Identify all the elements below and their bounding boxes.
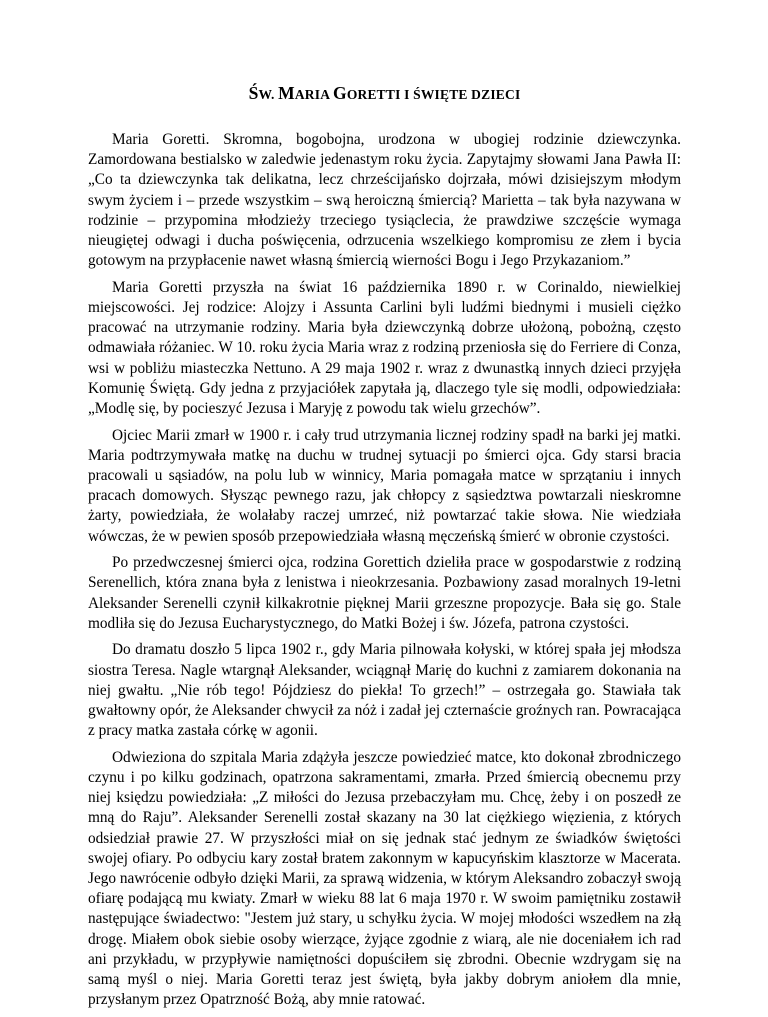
document-page — [88, 83, 681, 1017]
paragraph-attack: Do dramatu doszło 5 lipca 1902 r., gdy Maria pilnowała kołyski, w której spała jej młodsza siostra Teresa. Nagle wtargnął Aleksander, wciągnął Marię do kuchni z zamiarem dokonania na niej gwałtu. „Nie rób tego! Pójdziesz do piekła! To grzech!” – ostrzegała go. Stawiała tak gwałtowny opór, że Aleksander chwycił za nóż i zadał jej czternaście groźnych ran. Powracająca z pracy matka zastała córkę w agonii. — [88, 641, 681, 740]
title-part: ARIA — [294, 87, 333, 102]
document-title — [88, 83, 681, 104]
title-part: W. — [258, 87, 279, 102]
paragraph-intro: Maria Goretti. Skromna, bogobojna, urodzona w ubogiej rodzinie dziewczynka. Zamordowana bestialsko w zaledwie jedenastym roku życia. Zapytajmy słowami Jana Pawła II: „Co ta dziewczynka tak delikatna, lecz chrześcijańsko dojrzała, mówi dzisiejszym młodym swym życiem i – przede wszystkim – swą heroiczną śmiercią? Marietta – tak była nazywana w rodzinie – przypomina młodzieży trzeciego tysiąclecia, że prawdziwe szczęście wymaga nieugiętej odwagi i ducha poświęcenia, odrzucenia wszelkiego kompromisu ze złem i bycia gotowym na przypłacenie nawet własną śmiercią wierności Bogu i Jego Przykazaniom.” — [88, 131, 681, 270]
paragraph-serenelli: Po przedwczesnej śmierci ojca, rodzina Gorettich dzieliła prace w gospodarstwie z rodziną Serenellich, która znana była z lenistwa i nieokrzesania. Pozbawiony zasad moralnych 19-letni Aleksander Serenelli czynił kilkakrotnie pięknej Marii grzeszne propozycje. Bała się go. Stale modliła się do Jezusa Eucharystycznego, do Matki Bożej i św. Józefa, patrona czystości. — [88, 554, 681, 632]
title-part: Ś — [248, 83, 259, 103]
title-part: G — [333, 83, 347, 103]
title-part: M — [278, 83, 295, 103]
paragraph-birth: Maria Goretti przyszła na świat 16 października 1890 r. w Corinaldo, niewielkiej miejscowości. Jej rodzice: Alojzy i Assunta Carlini byli ludźmi biednymi i musieli ciężko pracować na utrzymanie rodziny. Maria była dziewczynką dobrze ułożoną, pobożną, często odmawiała różaniec. W 10. roku życia Maria wraz z rodziną przeniosła się do Ferriere di Conza, wsi w pobliżu miasteczka Nettuno. A 29 maja 1902 r. wraz z dwunastką innych dzieci przyjęła Komunię Świętą. Gdy jedna z przyjaciółek zapytała ją, dlaczego tyle się modli, odpowiedziała: „Modlę się, by pocieszyć Jezusa i Maryję z powodu tak wielu grzechów”. — [88, 278, 681, 418]
paragraph-death-and-conversion: Odwieziona do szpitala Maria zdążyła jeszcze powiedzieć matce, kto dokonał zbrodniczego czynu i po kilku godzinach, opatrzona sakramentami, zmarła. Przed śmiercią obecnemu przy niej księdzu powiedziała: „Z miłości do Jezusa przebaczyłam mu. Chcę, żeby i on poszedł ze mną do Raju”. Aleksander Serenelli został skazany na 30 lat ciężkiego więzienia, z których odsiedział prawie 27. W przyszłości miał on się jednak stać jednym ze świadków świętości swojej ofiary. Po odbyciu kary został bratem zakonnym w kapucyńskim klasztorze w Macerata. Jego nawrócenie odbyło dzięki Marii, za sprawą widzenia, w którym Aleksandro zobaczył swoją ofiarę podającą mu kwiaty. Zmarł w wieku 88 lat 6 maja 1970 r. W swoim pamiętniku zostawił następujące świadectwo: "Jestem już stary, u schyłku życia. W mojej młodości wszedłem na złą drogę. Miałem obok siebie osoby wierzące, żyjące zgodnie z wiarą, ale nie doceniałem ich rad ani przykładu, w przypływie namiętności dopuściłem się zbrodni. Obecnie wzdrygam się na samą myśl o niej. Maria Goretti teraz jest świętą, była jakby dobrym aniołem dla mnie, przysłanym przez Opatrzność Bożą, aby mnie ratować. — [88, 748, 681, 1009]
paragraph-father-death: Ojciec Marii zmarł w 1900 r. i cały trud utrzymania licznej rodziny spadł na barki jej matki. Maria podtrzymywała matkę na duchu w trudnej sytuacji po śmierci ojca. Gdy starsi bracia pracowali u sąsiadów, na polu lub w winnicy, Maria pomagała matce w sprzątaniu i innych pracach domowych. Słysząc pewnego razu, jak chłopcy z sąsiedztwa powtarzali nieskromne żarty, powiedziała, że wolałaby raczej umrzeć, niż powtarzać takie słowa. Nie wiedziała wówczas, że w pewien sposób przepowiedziała własną męczeńską śmierć w obronie czystości. — [88, 426, 681, 545]
title-part: ORETTI I ŚWIĘTE DZIECI — [346, 87, 521, 102]
